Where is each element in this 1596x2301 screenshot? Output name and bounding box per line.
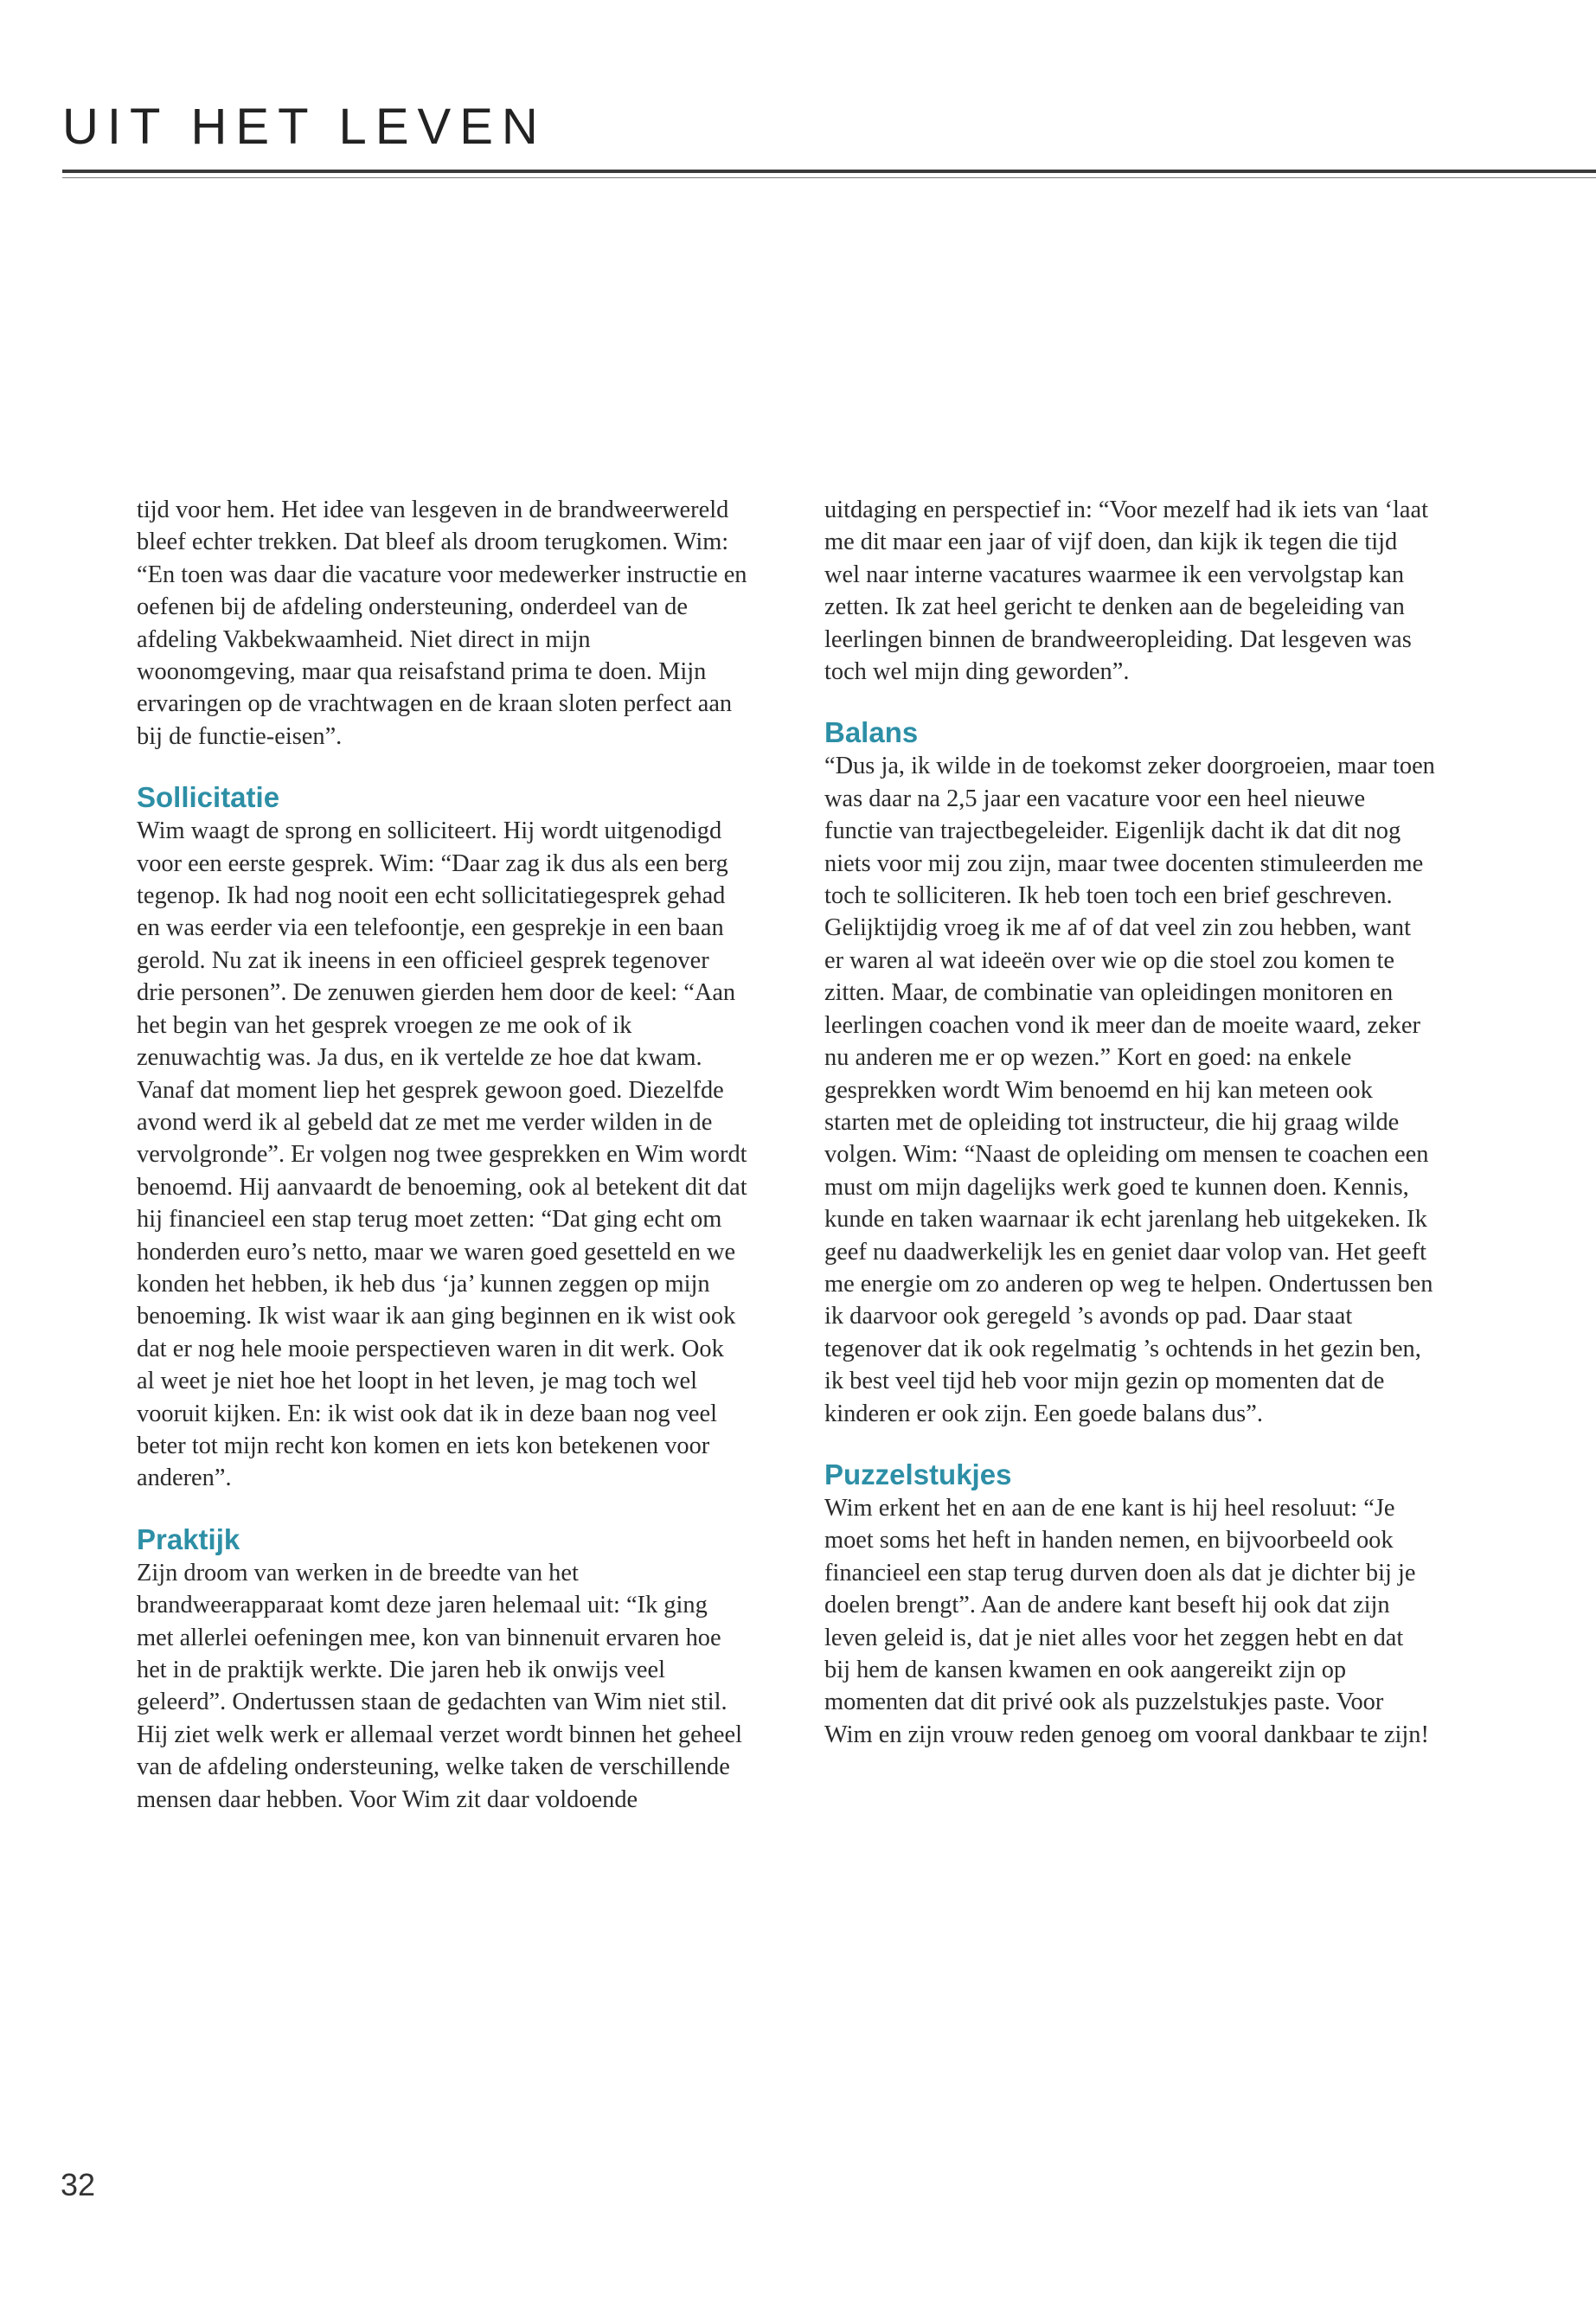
right-column	[824, 494, 1435, 1751]
praktijk-paragraph: Zijn droom van werken in de breedte van het brandweerapparaat komt deze jaren helemaal uit: “Ik ging met allerlei oefeningen mee, kon van binnenuit ervaren hoe het in de praktijk werkte. Die jaren heb ik onwijs veel geleerd”. Ondertussen staan de gedachten van Wim niet stil. Hij ziet welk werk er allemaal verzet wordt binnen het geheel van de afdeling ondersteuning, welke taken de verschillende mensen daar hebben. Voor Wim zit daar voldoende	[137, 1559, 742, 1813]
header-rule-thick	[62, 170, 1596, 173]
left-column	[137, 494, 747, 1816]
heading-puzzelstukjes: Puzzelstukjes	[824, 1458, 1012, 1490]
section-title: UIT HET LEVEN	[62, 99, 547, 155]
page-number: 32	[61, 2167, 96, 2202]
intro-paragraph: tijd voor hem. Het idee van lesgeven in de brandweerwereld bleef echter trekken. Dat bleef als droom terugkomen. Wim: “En toen was daar die vacature voor medewerker instructie en oefenen bij de afdeling ondersteuning, onderdeel van de afdeling Vakbekwaamheid. Niet direct in mijn woonomgeving, maar qua reisafstand prima te doen. Mijn ervaringen op de vrachtwagen en de kraan sloten perfect aan bij de functie-eisen”.	[137, 497, 747, 750]
header-rule-thin	[62, 177, 1596, 178]
sollicitatie-paragraph: Wim waagt de sprong en solliciteert. Hij wordt uitgenodigd voor een eerste gesprek. Wim: “Daar zag ik dus als een berg tegenop. Ik had nog nooit een echt sollicitatiegesprek gehad en was eerder via een telefoontje, een gesprekje in een baan gerold. Nu zat ik ineens in een officieel gesprek tegenover drie personen”. De zenuwen gierden hem door de keel: “Aan het begin van het gesprek vroegen ze me ook of ik zenuwachtig was. Ja dus, en ik vertelde ze hoe dat kwam. Vanaf dat moment liep het gesprek gewoon goed. Diezelfde avond werd ik al gebeld dat ze met me verder wilden in de vervolgronde”. Er volgen nog twee gesprekken en Wim wordt benoemd. Hij aanvaardt de benoeming, ook al betekent dit dat hij financieel een stap terug moet zetten: “Dat ging echt om honderden euro’s netto, maar we waren goed gesetteld en we konden het hebben, ik heb dus ‘ja’ kunnen zeggen op mijn benoeming. Ik wist waar ik aan ging beginnen en ik wist ook dat er nog hele mooie perspectieven waren in dit werk. Ook al weet je niet hoe het loopt in het leven, je mag toch wel vooruit kijken. En: ik wist ook dat ik in deze baan nog veel beter tot mijn recht kon komen en iets kon betekenen voor anderen”.	[137, 817, 747, 1492]
balans-paragraph: “Dus ja, ik wilde in de toekomst zeker doorgroeien, maar toen was daar na 2,5 jaar een vacature voor een heel nieuwe functie van trajectbegeleider. Eigenlijk dacht ik dat dit nog niets voor mij zou zijn, maar twee docenten stimuleerden me toch te solliciteren. Ik heb toen toch een brief geschreven. Gelijktijdig vroeg ik me af of dat veel zin zou hebben, want er waren al wat ideeën over wie op die stoel zou komen te zitten. Maar, de combinatie van opleidingen monitoren en leerlingen coachen vond ik meer dan de moeite waard, zeker nu anderen me er op wezen.” Kort en goed: na enkele gesprekken wordt Wim benoemd en hij kan meteen ook starten met de opleiding tot instructeur, die hij graag wilde volgen. Wim: “Naast de opleiding om mensen te coachen een must om mijn dagelijks werk goed te kunnen doen. Kennis, kunde en taken waarnaar ik echt jarenlang heb uitgekeken. Ik geef nu daadwerkelijk les en geniet daar volop van. Het geeft me energie om zo anderen op weg te helpen. Ondertussen ben ik daarvoor ook geregeld ’s avonds op pad. Daar staat tegenover dat ik ook regelmatig ’s ochtends in het gezin ben, ik best veel tijd heb voor mijn gezin op momenten dat de kinderen er ook zijn. Een goede balans dus”.	[824, 753, 1435, 1427]
heading-praktijk: Praktijk	[137, 1522, 240, 1555]
heading-sollicitatie: Sollicitatie	[137, 781, 280, 814]
continuation-paragraph: uitdaging en perspectief in: “Voor mezelf had ik iets van ‘laat me dit maar een jaar of vijf doen, dan kijk ik tegen die tijd wel naar interne vacatures waarmee ik een vervolgstap kan zetten. Ik zat heel gericht te denken aan de begeleiding van leerlingen binnen de brandweeropleiding. Dat lesgeven was toch wel mijn ding geworden”.	[824, 497, 1428, 686]
puzzelstukjes-paragraph: Wim erkent het en aan de ene kant is hij heel resoluut: “Je moet soms het heft in handen nemen, en bijvoorbeeld ook financieel een stap terug durven doen als dat je dichter bij je doelen brengt”. Aan de andere kant beseft hij ook dat zijn leven geleid is, dat je niet alles voor het zeggen hebt en dat bij hem de kansen kwamen en ook aangereikt zijn op momenten dat dit privé ook als puzzelstukjes paste. Voor Wim en zijn vrouw reden genoeg om vooral dankbaar te zijn!	[824, 1494, 1429, 1748]
heading-balans: Balans	[824, 716, 919, 749]
